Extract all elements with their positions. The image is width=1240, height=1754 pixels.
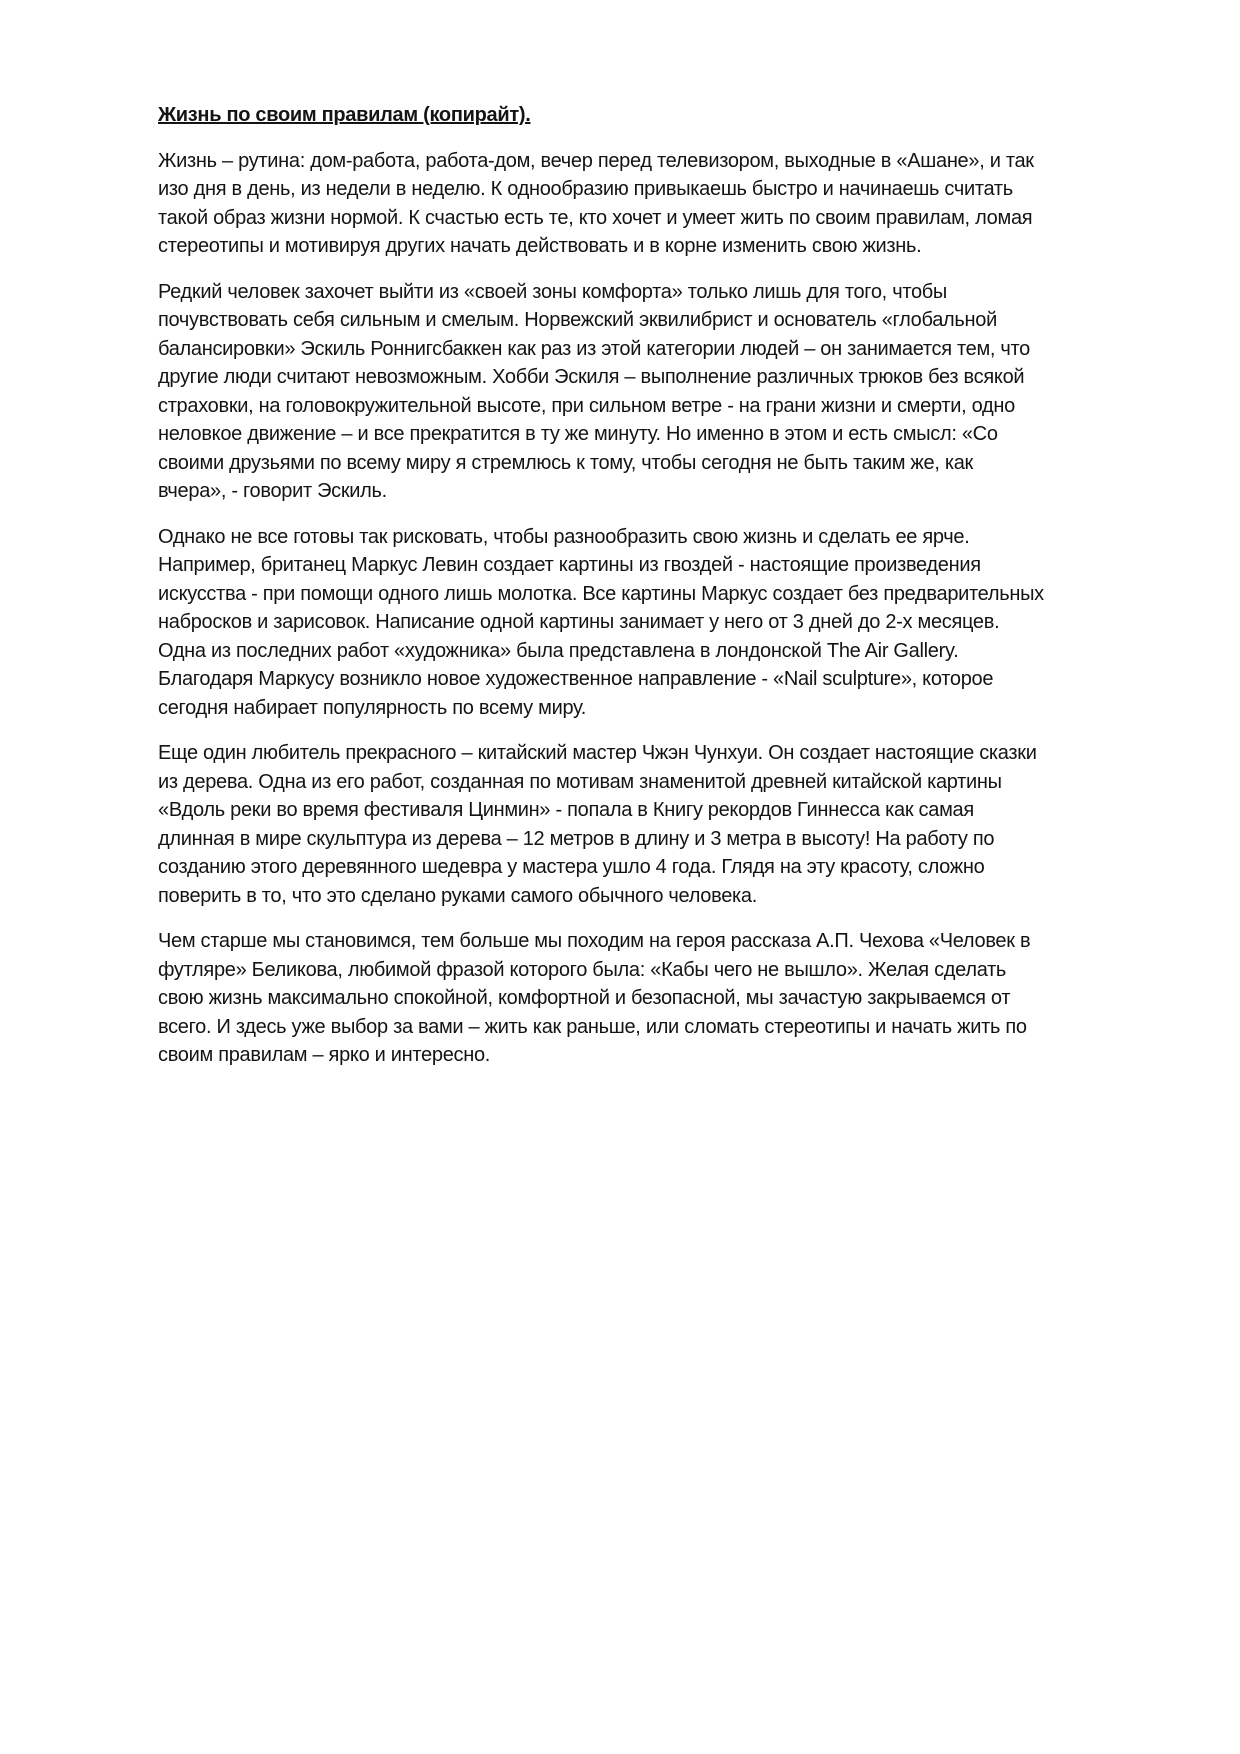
paragraph-eskil-ronningsbakken: Редкий человек захочет выйти из «своей зоны комфорта» только лишь для того, чтобы почувствовать себя сильным и смелым. Норвежский эквилибрист и основатель «глобальной балансировки» Эскиль Роннигсбаккен как раз из этой категории людей – он занимается тем, что другие люди считают невозможным. Хобби Эскиля – выполнение различных трюков без всякой страховки, на головокружительной высоте, при сильном ветре - на грани жизни и смерти, одно неловкое движение – и все прекратится в ту же минуту. Но именно в этом и есть смысл: «Со своими друзьями по всему миру я стремлюсь к тому, чтобы сегодня не быть таким же, как вчера», - говорит Эскиль. [158, 280, 1030, 502]
document-title: Жизнь по своим правилам (копирайт). [158, 104, 531, 126]
paragraph-marcus-levine: Однако не все готовы так рисковать, чтобы разнообразить свою жизнь и сделать ее ярче. Например, британец Маркус Левин создает картины из гвоздей - настоящие произведения искусства - при помощи одного лишь молотка. Все картины Маркус создает без предварительных набросков и зарисовок. Написание одной картины занимает у него от 3 дней до 2-х месяцев. Одна из последних работ «художника» была представлена в лондонской The Air Gallery. Благодаря Маркусу возникло новое художественное направление - «Nail sculpture», которое сегодня набирает популярность по всему миру. [158, 525, 1044, 719]
document-content [158, 101, 1046, 1087]
paragraph-conclusion: Чем старше мы становимся, тем больше мы походим на героя рассказа А.П. Чехова «Человек в футляре» Беликова, любимой фразой которого была: «Кабы чего не вышло». Желая сделать свою жизнь максимально спокойной, комфортной и безопасной, мы зачастую закрываемся от всего. И здесь уже выбор за вами – жить как раньше, или сломать стереотипы и начать жить по своим правилам – ярко и интересно. [158, 930, 1031, 1066]
paragraph-routine-life: Жизнь – рутина: дом-работа, работа-дом, вечер перед телевизором, выходные в «Ашане», и так изо дня в день, из недели в неделю. К однообразию привыкаешь быстро и начинаешь считать такой образ жизни нормой. К счастью есть те, кто хочет и умеет жить по своим правилам, ломая стереотипы и мотивируя других начать действовать и в корне изменить свою жизнь. [158, 149, 1034, 257]
paragraph-zheng-chunhui: Еще один любитель прекрасного – китайский мастер Чжэн Чунхуи. Он создает настоящие сказки из дерева. Одна из его работ, созданная по мотивам знаменитой древней китайской картины «Вдоль реки во время фестиваля Цинмин» - попала в Книгу рекордов Гиннесса как самая длинная в мире скульптура из дерева – 12 метров в длину и 3 метра в высоту! На работу по созданию этого деревянного шедевра у мастера ушло 4 года. Глядя на эту красоту, сложно поверить в то, что это сделано руками самого обычного человека. [158, 742, 1037, 907]
